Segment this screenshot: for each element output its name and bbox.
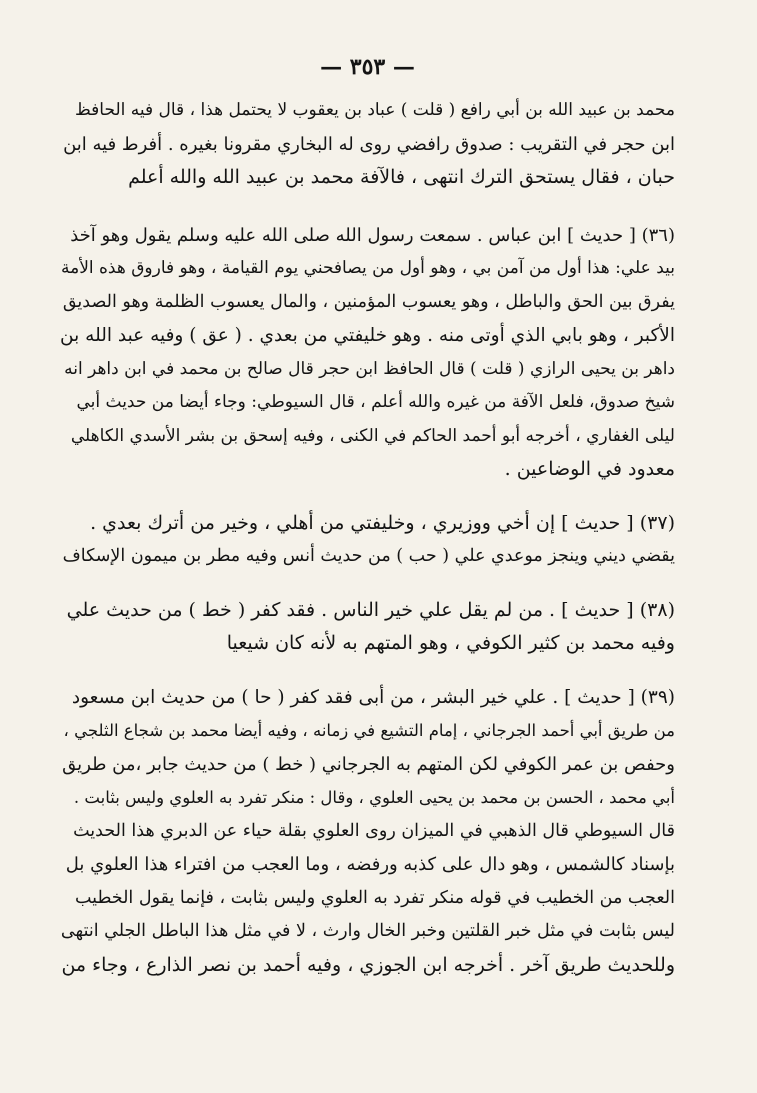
paragraph-hadith-39 (60, 681, 675, 983)
text-line: ليس بثابت في مثل خبر القلتين وخبر الخال وارث ، لا في مثل هذا الباطل الجلي انتهى (60, 921, 675, 941)
text-line: (٣٦) [ حديث ] ابن عباس . سمعت رسول الله صلى الله عليه وسلم يقول وهو آخذ (70, 224, 675, 246)
text-line: من طريق أبي أحمد الجرجاني ، إمام التشيع في زمانه ، وفيه أيضا محمد بن شجاع الثلجي ، (63, 721, 675, 740)
text-line: أبي محمد ، الحسن بن محمد بن يحيى العلوي ، وقال : منكر تفرد به العلوي وليس بثابت . (73, 788, 675, 807)
text-line: محمد بن عبيد الله بن أبي رافع ( قلت ) عباد بن يعقوب لا يحتمل هذا ، قال فيه الحافظ (75, 100, 675, 120)
text-line: بيد علي: هذا أول من آمن بي ، وهو أول من يصافحني يوم القيامة ، وهو فاروق هذه الأمة (60, 258, 675, 278)
text-line: (٣٧) [ حديث ] إن أخي ووزيري ، وخليفتي من أهلي ، وخير من أترك بعدي . (90, 511, 675, 534)
text-line: بإسناد كالشمس ، وهو دال على كذبه ورفضه ، وما العجب من افتراء هذا العلوي بل (65, 854, 675, 875)
text-line: معدود في الوضاعين . (504, 458, 675, 480)
text-line: ابن حجر في التقريب : صدوق رافضي روى له البخاري مقرونا بغيره . أفرط فيه ابن (63, 133, 675, 155)
paragraph-intro (60, 94, 675, 195)
text-line: داهر بن يحيى الرازي ( قلت ) قال الحافظ ابن حجر قال صالح بن محمد في ابن داهر انه (64, 358, 675, 379)
text-line: شيخ صدوق، فلعل الآفة من غيره والله أعلم ، قال السيوطي: وجاء أيضا من حديث أبي (76, 392, 675, 412)
text-line: قال السيوطي قال الذهبي في الميزان روى العلوي بقلة حياء عن الدبري هذا الحديث (73, 820, 675, 841)
text-line: (٣٩) [ حديث ] . علي خير البشر ، من أبى فقد كفر ( حا ) من حديث ابن مسعود (71, 686, 675, 708)
paragraph-hadith-38 (60, 594, 675, 661)
text-line: (٣٨) [ حديث ] . من لم يقل علي خير الناس . فقد كفر ( خط ) من حديث علي (66, 598, 675, 621)
page-number: — ٣٥٣ — (320, 54, 415, 80)
text-line: يفرق بين الحق والباطل ، وهو يعسوب المؤمنين ، والمال يعسوب الظلمة وهو الصديق (62, 291, 675, 312)
paragraph-hadith-36 (60, 219, 675, 487)
text-line: الأكبر ، وهو بابي الذي أوتى منه . وهو خليفتي من بعدي . ( عق ) وفيه عبد الله بن (60, 325, 675, 346)
text-line: وللحديث طريق آخر . أخرجه ابن الجوزي ، وفيه أحمد بن نصر الذارع ، وجاء من (61, 953, 675, 976)
text-line: وفيه محمد بن كثير الكوفي ، وهو المتهم به لأنه كان شيعيا (226, 632, 675, 654)
text-line: حبان ، فقال يستحق الترك انتهى ، فالآفة محمد بن عبيد الله والله أعلم (128, 166, 675, 188)
paragraph-hadith-37 (60, 507, 675, 574)
text-line: العجب من الخطيب في قوله منكر تفرد به العلوي وليس بثابت ، فإنما يقول الخطيب (74, 887, 675, 908)
text-line: يقضي ديني وينجز موعدي علي ( حب ) من حديث أنس وفيه مطر بن ميمون الإسكاف (62, 546, 675, 566)
text-line: ليلى الغفاري ، أخرجه أبو أحمد الحاكم في الكنى ، وفيه إسحق بن بشر الأسدي الكاهلي (70, 425, 675, 446)
text-line: وحفص بن عمر الكوفي لكن المتهم به الجرجاني ( خط ) من حديث جابر ،من طريق (62, 753, 675, 775)
